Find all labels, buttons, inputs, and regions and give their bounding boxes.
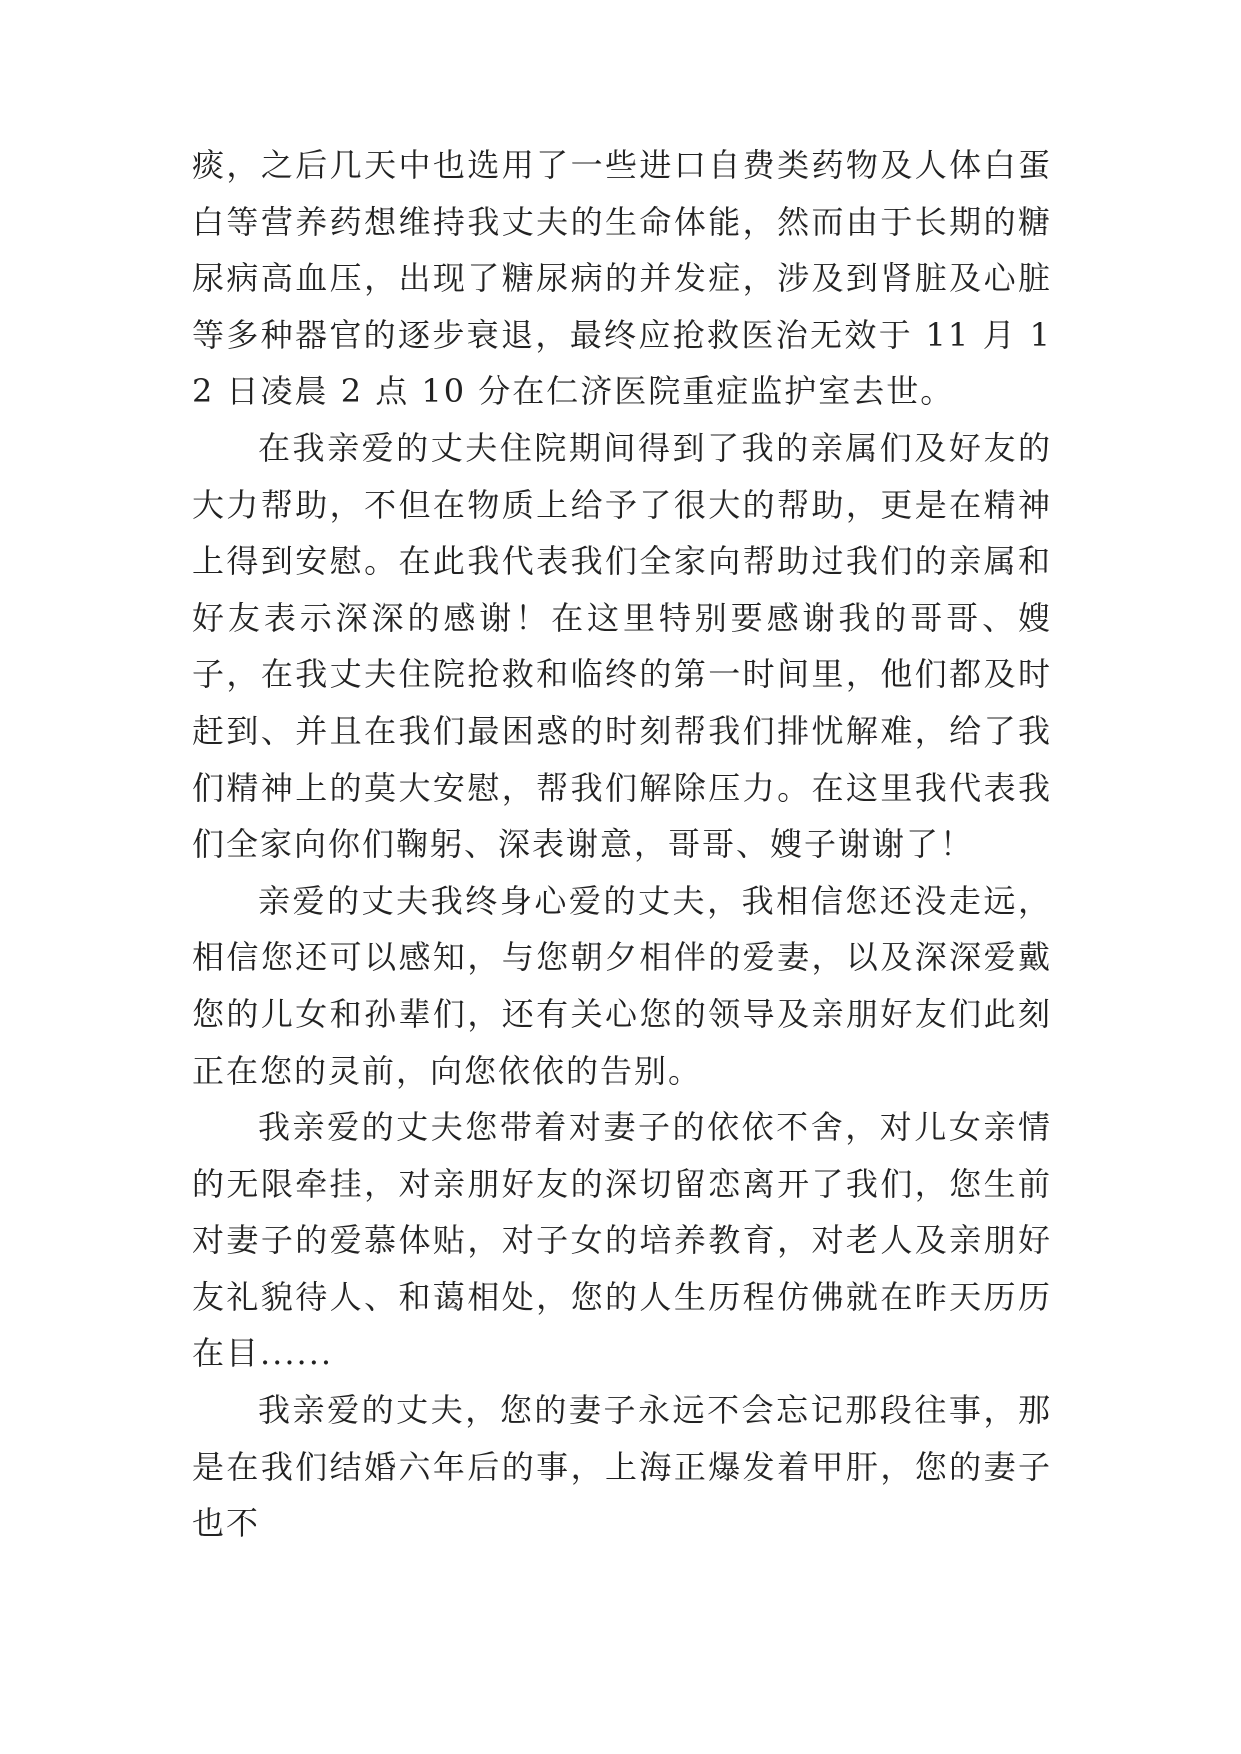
paragraph-memories: 我亲爱的丈夫您带着对妻子的依依不舍，对儿女亲情的无限牵挂，对亲朋好友的深切留恋离开了我们，您生前对妻子的爱慕体贴，对子女的培养教育，对老人及亲朋好友礼貌待人、和蔼相处，您的人生历程仿佛就在昨天历历在目......	[192, 1108, 1052, 1373]
paragraph-thanks: 在我亲爱的丈夫住院期间得到了我的亲属们及好友的大力帮助，不但在物质上给予了很大的帮助，更是在精神上得到安慰。在此我代表我们全家向帮助过我们的亲属和好友表示深深的感谢！在这里特别要感谢我的哥哥、嫂子，在我丈夫住院抢救和临终的第一时间里，他们都及时赶到、并且在我们最困惑的时刻帮我们排忧解难，给了我们精神上的莫大安慰，帮我们解除压力。在这里我代表我们全家向你们鞠躬、深表谢意，哥哥、嫂子谢谢了！	[192, 428, 1052, 864]
paragraph-farewell: 亲爱的丈夫我终身心爱的丈夫，我相信您还没走远，相信您还可以感知，与您朝夕相伴的爱妻，以及深深爱戴您的儿女和孙辈们，还有关心您的领导及亲朋好友们此刻正在您的灵前，向您依依的告别。	[192, 881, 1052, 1090]
paragraph-past-events: 我亲爱的丈夫，您的妻子永远不会忘记那段往事，那是在我们结婚六年后的事，上海正爆发着甲肝，您的妻子也不	[192, 1391, 1052, 1543]
paragraph-continuation: 痰，之后几天中也选用了一些进口自费类药物及人体白蛋白等营养药想维持我丈夫的生命体能，然而由于长期的糖尿病高血压，出现了糖尿病的并发症，涉及到肾脏及心脏等多种器官的逐步衰退，最终应抢救医治无效于 11 月 12 日凌晨 2 点 10 分在仁济医院重症监护室去世。	[192, 146, 1052, 411]
body-text	[192, 137, 1052, 1552]
